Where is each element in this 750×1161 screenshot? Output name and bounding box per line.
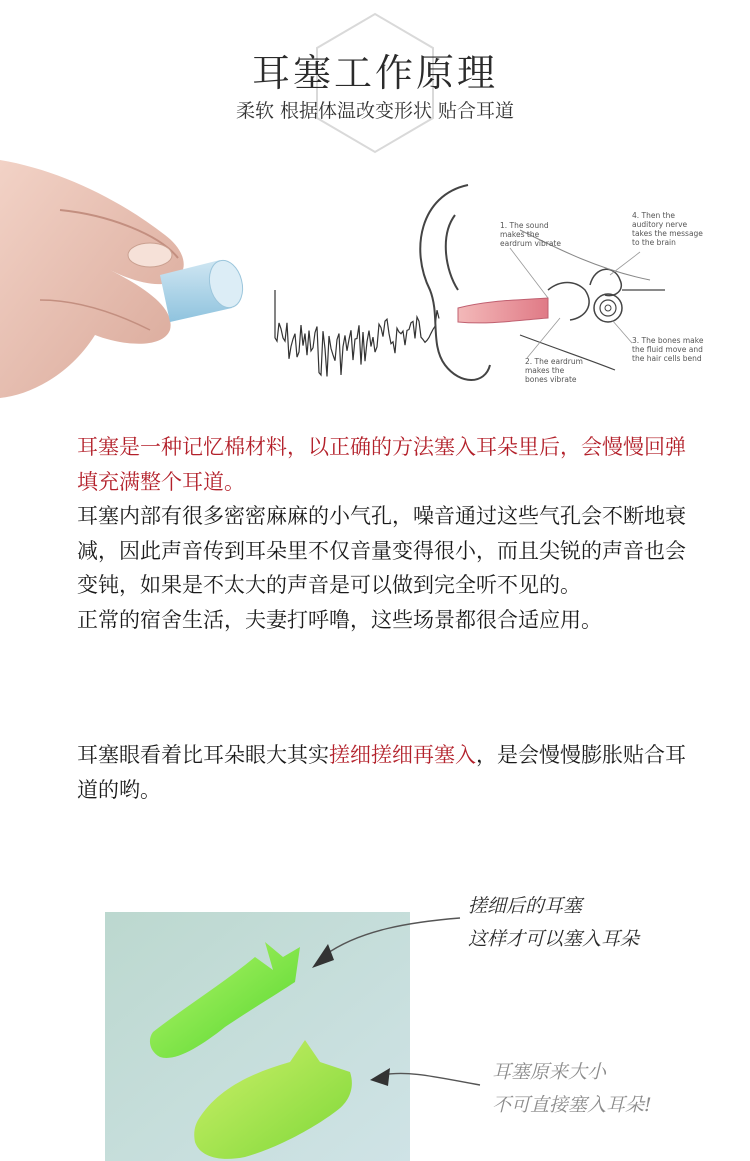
annotation-arrows (300, 900, 490, 1100)
label-step4-line3: takes the message (632, 229, 703, 238)
hero-illustration (0, 140, 750, 405)
ear-anatomy-drawing (420, 185, 665, 380)
rolling-tip-text (77, 738, 687, 807)
description-text (77, 430, 687, 637)
usage-scenes-paragraph: 正常的宿舍生活，夫妻打呼噜，这些场景都很合适应用。 (77, 607, 602, 632)
label-step1-line2: makes the (500, 230, 540, 239)
page-title: 耳塞工作原理 (251, 51, 498, 95)
label-step4-line4: to the brain (632, 238, 676, 247)
label-step2-line1: 2. The eardrum (525, 357, 583, 366)
rolled-note-line2: 这样才可以塞入耳朵 (468, 928, 640, 950)
rolled-note-line1: 搓细后的耳塞 (468, 895, 583, 917)
tip-start: 耳塞眼看着比耳朵眼大其实 (77, 743, 329, 767)
intro-red-text: 耳塞是一种记忆棉材料，以正确的方法塞入耳朵里后，会慢慢回弹填充满整个耳道。 (77, 435, 686, 494)
label-step3-line3: the hair cells bend (632, 354, 702, 363)
original-note-line2: 不可直接塞入耳朵! (492, 1094, 652, 1116)
label-step2-line3: bones vibrate (525, 375, 577, 384)
arrow-head-icon (312, 944, 334, 968)
label-step4-line2: auditory nerve (632, 220, 688, 229)
label-step3-line2: the fluid move and (632, 345, 703, 354)
label-step4-line1: 4. Then the (632, 211, 675, 220)
rolled-earplug-note (468, 890, 639, 956)
hand-holding-earplug (0, 160, 184, 398)
porosity-paragraph: 耳塞内部有很多密密麻麻的小气孔，噪音通过这些气孔会不断地衰减，因此声音传到耳朵里不仅音量变得很小，而且尖锐的声音也会变钝，如果是不太大的声音是可以做到完全听不见的。 (77, 504, 686, 597)
tip-red-emphasis: 搓细搓细再塞入 (329, 743, 476, 767)
original-note-line1: 耳塞原来大小 (492, 1061, 607, 1083)
label-step2-line2: makes the (525, 366, 565, 375)
arrow-head-icon (370, 1068, 390, 1086)
tip-end: ，是会慢慢膨胀贴合耳道的哟。 (77, 743, 686, 802)
ear-diagram-labels (500, 211, 704, 384)
label-step1-line3: eardrum vibrate (500, 239, 561, 248)
label-step1-line1: 1. The sound (500, 221, 549, 230)
sound-wave-line (275, 290, 439, 377)
label-step3-line1: 3. The bones make (632, 336, 704, 345)
page-subtitle: 柔软 根据体温改变形状 贴合耳道 (235, 100, 515, 122)
sound-wave (275, 290, 439, 377)
original-earplug-note (492, 1056, 652, 1122)
